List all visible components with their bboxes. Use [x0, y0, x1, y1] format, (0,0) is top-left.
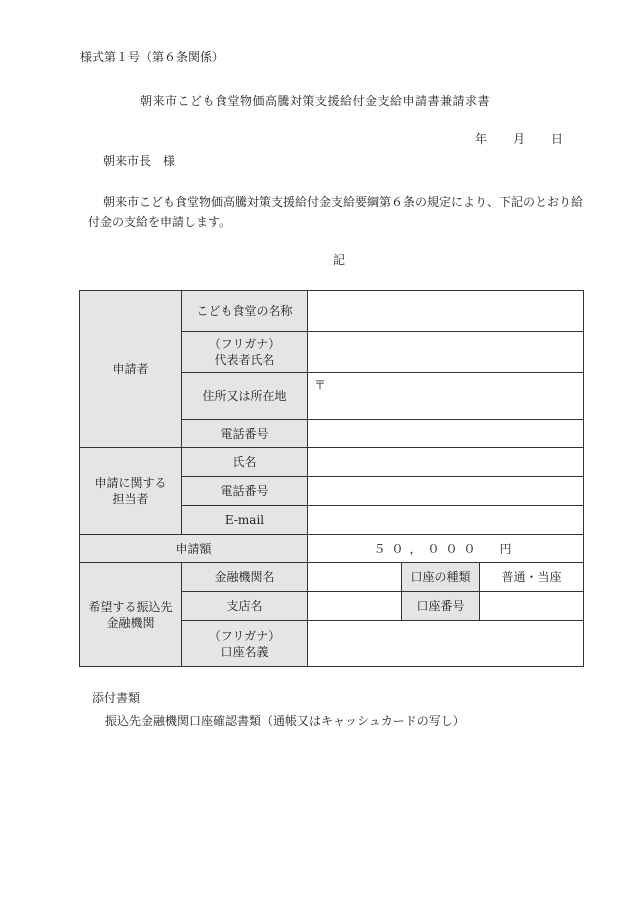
bank-section-label	[80, 563, 182, 667]
addressee: 朝来市長 様	[103, 154, 176, 168]
rep-furigana-label: （フリガナ）	[208, 337, 281, 351]
account-holder-label	[182, 621, 308, 667]
bank-name-field[interactable]	[308, 563, 402, 592]
attachments-item: 振込先金融機関口座確認書類（通帳又はキャッシュカードの写し）	[105, 714, 465, 728]
branch-field[interactable]	[308, 592, 402, 621]
date-line	[475, 130, 563, 147]
date-month: 月	[513, 132, 526, 146]
account-number-label: 口座番号	[402, 592, 480, 621]
postal-mark: 〒	[314, 378, 327, 392]
applicant-phone-label: 電話番号	[182, 420, 308, 448]
amount-label: 申請額	[80, 535, 308, 563]
contact-name-label: 氏名	[182, 448, 308, 477]
holder-furigana-label: （フリガナ）	[208, 628, 281, 643]
document-title: 朝来市こども食堂物価高騰対策支援給付金支給申請書兼請求書	[139, 94, 490, 108]
holder-name-label: 口座名義	[220, 644, 269, 659]
bank-name-label: 金融機関名	[182, 563, 308, 592]
ki-mark: 記	[332, 253, 345, 267]
date-day: 日	[551, 132, 564, 146]
contact-phone-label: 電話番号	[182, 477, 308, 506]
address-field[interactable]	[308, 373, 584, 420]
date-year: 年	[475, 132, 488, 146]
contact-section-line2: 担当者	[112, 492, 149, 506]
rep-name-label: 代表者氏名	[214, 353, 275, 367]
account-type-value[interactable]: 普通・当座	[480, 563, 584, 592]
representative-name-label	[182, 332, 308, 373]
contact-email-field[interactable]	[308, 506, 584, 535]
account-number-field[interactable]	[480, 592, 584, 621]
address-label: 住所又は所在地	[182, 373, 308, 420]
applicant-phone-field[interactable]	[308, 420, 584, 448]
cafeteria-name-label: こども食堂の名称	[182, 291, 308, 332]
representative-name-field[interactable]	[308, 332, 584, 373]
bank-section-line2: 金融機関	[106, 615, 155, 630]
cafeteria-name-field[interactable]	[308, 291, 584, 332]
applicant-section-label: 申請者	[80, 291, 182, 448]
account-holder-field[interactable]	[308, 621, 584, 667]
contact-phone-field[interactable]	[308, 477, 584, 506]
attachments-heading: 添付書類	[92, 691, 141, 705]
account-type-label: 口座の種類	[402, 563, 480, 592]
intro-paragraph: 朝来市こども食堂物価高騰対策支援給付金支給要綱第６条の規定により、下記のとおり給付金の支給を申請します。	[88, 195, 584, 229]
contact-name-field[interactable]	[308, 448, 584, 477]
bank-section-line1: 希望する振込先	[88, 599, 173, 614]
branch-label: 支店名	[182, 592, 308, 621]
contact-email-label: E-mail	[182, 506, 308, 535]
amount-value: ５０，０００ 円	[308, 535, 584, 563]
contact-section-line1: 申請に関する	[94, 476, 167, 490]
form-number: 様式第１号（第６条関係）	[80, 50, 225, 64]
application-form-table	[79, 290, 584, 667]
contact-section-label	[80, 448, 182, 535]
